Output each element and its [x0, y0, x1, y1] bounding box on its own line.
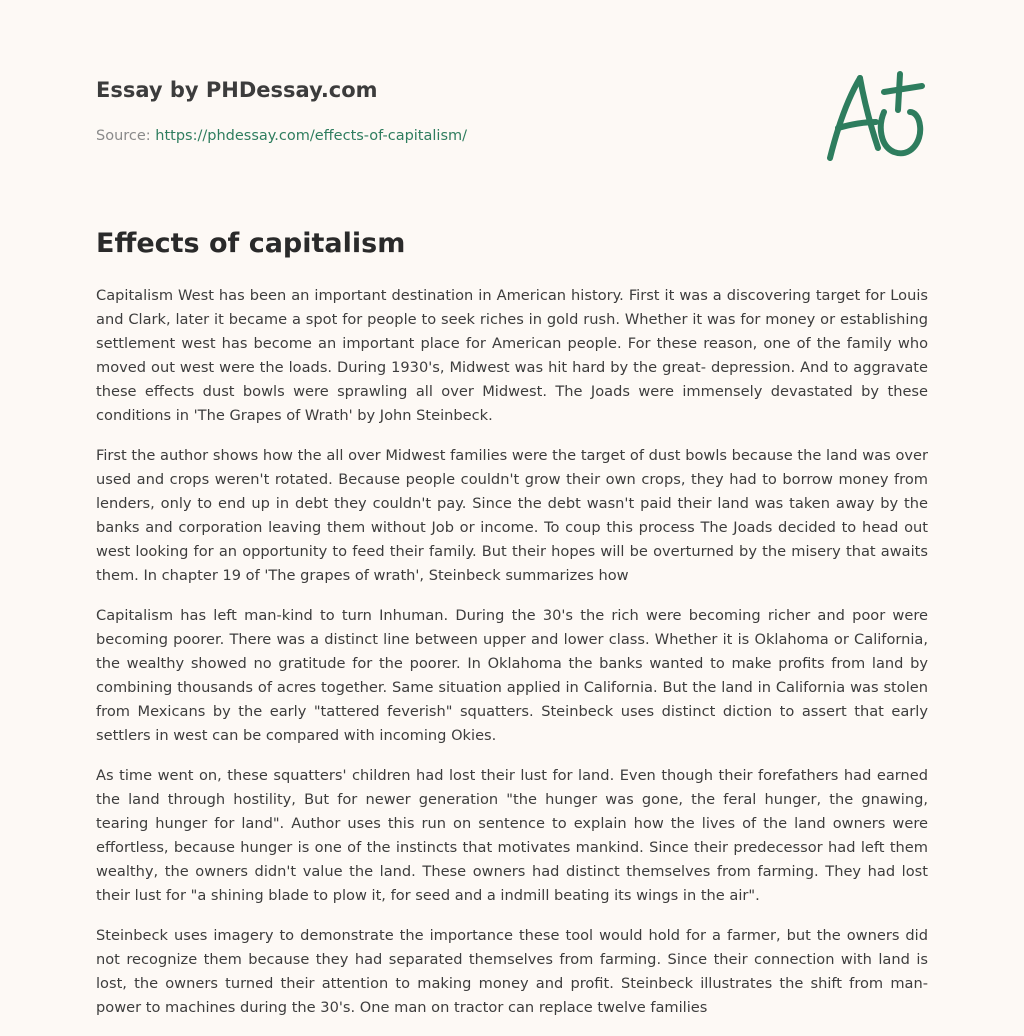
essay-body — [96, 284, 928, 1036]
source-label: Source: — [96, 128, 156, 144]
source-line — [96, 126, 796, 146]
essay-title: Effects of capitalism — [96, 228, 406, 259]
paragraph: First the author shows how the all over Midwest families were the target of dust bowls because the land was over used and crops weren't rotated. Because people couldn't grow their own crops, they had to borrow money from lenders, only to end up in debt they couldn't pay. Since the debt wasn't paid their land was taken away by the banks and corporation leaving them without Job or income. To coup this process The Joads decided to head out west looking for an opportunity to feed their family. But their hopes will be overturned by the misery that awaits them. In chapter 19 of 'The grapes of wrath', Steinbeck summarizes how — [96, 447, 928, 584]
source-link[interactable]: https://phdessay.com/effects-of-capitalism/ — [155, 128, 468, 144]
paragraph: Steinbeck uses imagery to demonstrate the importance these tool would hold for a farmer, but the owners did not recognize them because they had separated themselves from farming. Since their connection with land is lost, the owners turned their attention to making money and profit. Steinbeck illustrates the shift from man-power to machines during the 30's. One man on tractor can replace twelve families — [96, 927, 928, 1016]
essay-header — [96, 76, 796, 146]
paragraph: As time went on, these squatters' children had lost their lust for land. Even though their forefathers had earned the land through hostility, But for newer generation "the hunger was gone, the feral hunger, the gnawing, tearing hunger for land". Author uses this run on sentence to explain how the lives of the land owners were effortless, because hunger is one of the instincts that motivates mankind. Since their predecessor had left them wealthy, the owners didn't value the land. These owners had distinct themselves from farming. They had lost their lust for "a shining blade to plow it, for seed and a indmill beating its wings in the air". — [96, 767, 928, 904]
site-brand: Essay by PHDessay.com — [96, 78, 378, 102]
paragraph: Capitalism has left man-kind to turn Inhuman. During the 30's the rich were becoming richer and poor were becoming poorer. There was a distinct line between upper and lower class. Whether it is Oklahoma or California, the wealthy showed no gratitude for the poorer. In Oklahoma the banks wanted to make profits from land by combining thousands of acres together. Same situation applied in California. But the land in California was stolen from Mexicans by the early "tattered feverish" squatters. Steinbeck uses distinct diction to assert that early settlers in west can be compared with incoming Okies. — [96, 607, 928, 744]
a-plus-grade-icon — [818, 66, 930, 166]
paragraph: Capitalism West has been an important destination in American history. First it was a discovering target for Louis and Clark, later it became a spot for people to seek riches in gold rush. Whether it was for money or establishing settlement west has become an important place for American people. For these reason, one of the family who moved out west were the loads. During 1930's, Midwest was hit hard by the great- depression. And to aggravate these effects dust bowls were sprawling all over Midwest. The Joads were immensely devastated by these conditions in 'The Grapes of Wrath' by John Steinbeck. — [96, 287, 928, 424]
